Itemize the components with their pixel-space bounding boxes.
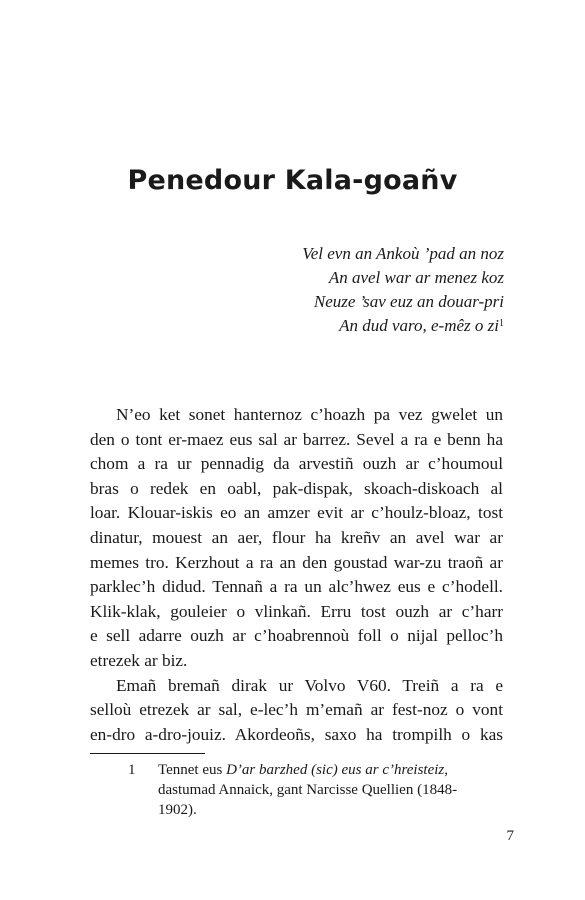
footnote-text: [158, 760, 488, 820]
footnote-line: 1902).: [158, 802, 197, 818]
epigraph-line: Neuze ’sav euz an douar-pri: [313, 292, 504, 311]
footnote-line: [158, 760, 488, 780]
epigraph-line-text: An dud varo, e-mêz o zi: [339, 316, 499, 335]
text-line: N’eo ket sonet hanternoz c’hoazh pa vez gwelet un: [116, 405, 503, 424]
text-line: en-dro a-dro-jouiz. Akordeoñs, saxo ha trompilh o kas: [90, 724, 503, 744]
footnote-source-title: D’ar barzhed (sic) eus ar c’hreisteiz: [226, 762, 445, 778]
epigraph-line: An avel war ar menez koz: [328, 268, 504, 287]
footnote-reference[interactable]: 1: [499, 318, 504, 329]
text-line: Emañ bremañ dirak ur Volvo V60. Treiñ a ra e: [116, 675, 503, 695]
epigraph-line-last: [302, 314, 504, 338]
footnote-separator: [90, 753, 205, 754]
text-line: memes tro. Kerzhout a ra an den goustad war-zu traoñ ar: [90, 552, 503, 572]
footnote-line-suffix: ,: [444, 762, 449, 778]
epigraph-line: Vel evn an Ankoù ’pad an noz: [302, 244, 504, 263]
text-line: selloù etrezek ar sal, e-lec’h m’emañ ar fest-noz o vont: [90, 700, 503, 720]
paragraph: [90, 674, 503, 748]
footnote-line: dastumad Annaick, gant Narcisse Quellien (1848-: [158, 782, 458, 798]
text-line: etrezek ar biz.: [90, 650, 188, 670]
footnote-number: 1: [128, 762, 136, 778]
epigraph: [302, 242, 504, 338]
footnote-line-prefix: Tennet eus: [158, 762, 227, 778]
text-line: e sell adarre ouzh ar c’hoabrennoù foll o nijal pelloc’h: [90, 626, 503, 646]
paragraph: [90, 403, 503, 674]
page-number: 7: [506, 828, 514, 844]
text-line: loar. Klouar-iskis eo an amzer evit ar c’houlz-bloaz, tost: [90, 503, 503, 523]
text-line: bras o redek en oabl, pak-dispak, skoach-diskoach al: [90, 478, 503, 498]
chapter-title: Penedour Kala-goañv: [127, 165, 458, 196]
body-text: [90, 403, 503, 747]
text-line: Klik-klak, gouleier o vlinkañ. Erru tost ouzh ar c’harr: [90, 601, 503, 621]
text-line: den o tont er-maez eus sal ar barrez. Sevel a ra e benn ha: [90, 429, 503, 449]
text-line: dinatur, mouest an aer, flour ha kreñv an avel war ar: [90, 527, 503, 547]
text-line: chom a ra ur pennadig da arvestiñ ouzh ar c’houmoul: [90, 454, 503, 474]
text-line: parklec’h didud. Tennañ a ra un alc’hwez eus e c’hodell.: [90, 577, 503, 597]
